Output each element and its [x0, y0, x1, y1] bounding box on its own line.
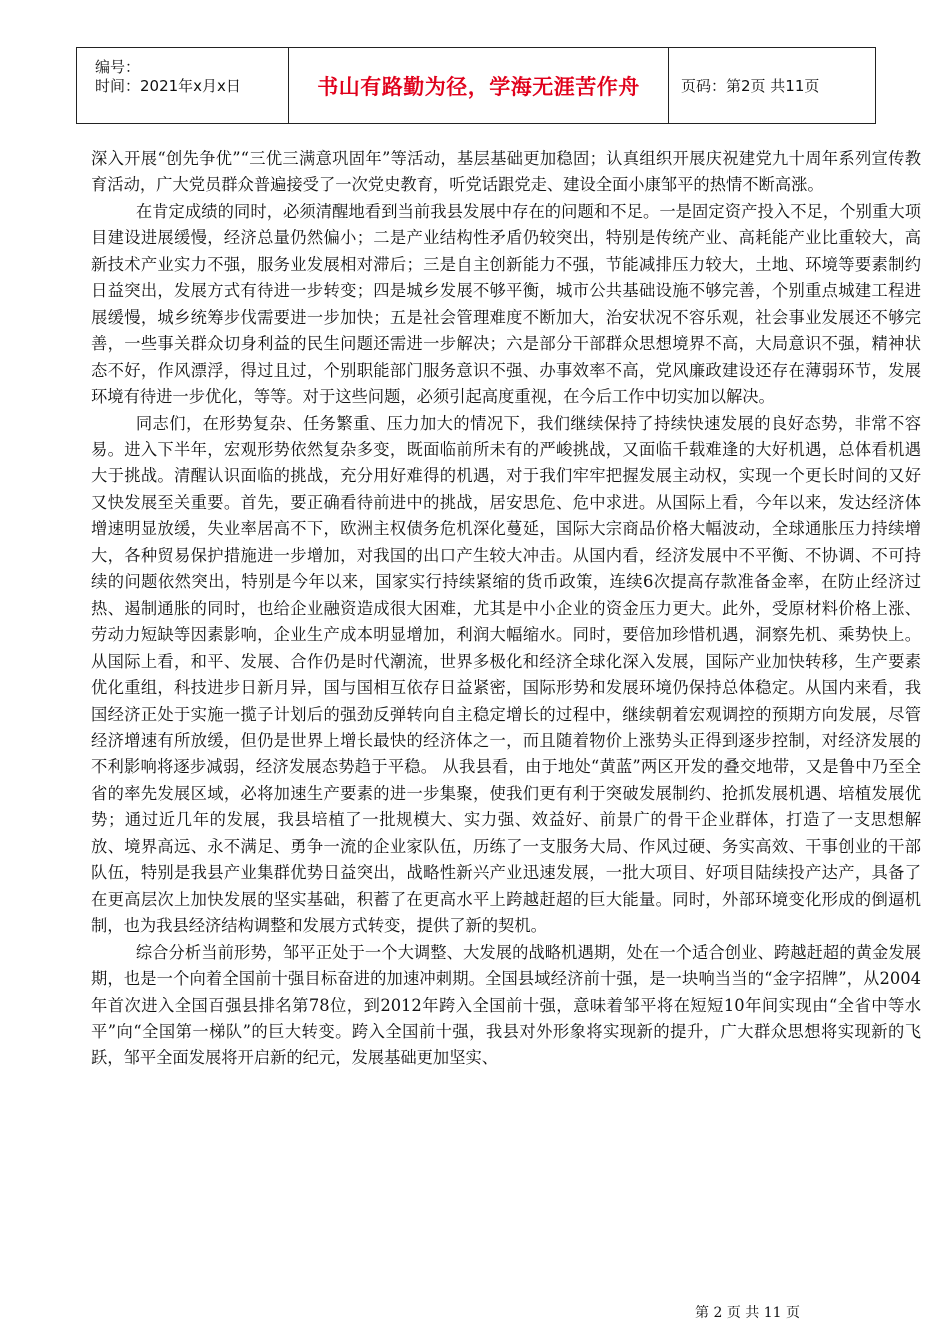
header-motto: 书山有路勤为径，学海无涯苦作舟	[289, 48, 669, 123]
document-number-label: 编号：	[95, 58, 141, 76]
paragraph-situation: 同志们，在形势复杂、任务繁重、压力加大的情况下，我们继续保持了持续快速发展的良好态势，非常不容易。进入下半年，宏观形势依然复杂多变，既面临前所未有的严峻挑战，又面临千载难逢的大好机遇，总体看机遇大于挑战。清醒认识面临的挑战，充分用好难得的机遇，对于我们牢牢把握发展主动权，实现一个更长时间的又好又快发展至关重要。首先，要正确看待前进中的挑战，居安思危、危中求进。从国际上看，今年以来，发达经济体增速明显放缓，失业率居高不下，欧洲主权债务危机深化蔓延，国际大宗商品价格大幅波动，全球通胀压力持续增大，各种贸易保护措施进一步增加，对我国的出口产生较大冲击。从国内看，经济发展中不平衡、不协调、不可持续的问题依然突出，特别是今年以来，国家实行持续紧缩的货币政策，连续6次提高存款准备金率，在防止经济过热、遏制通胀的同时，也给企业融资造成很大困难，尤其是中小企业的资金压力更大。此外，受原材料价格上涨、劳动力短缺等因素影响，企业生产成本明显增加，利润大幅缩水。同时，要倍加珍惜机遇，洞察先机、乘势快上。从国际上看，和平、发展、合作仍是时代潮流，世界多极化和经济全球化深入发展，国际产业加快转移，生产要素优化重组，科技进步日新月异，国与国相互依存日益紧密，国际形势和发展环境仍保持总体稳定。从国内来看，我国经济正处于实施一揽子计划后的强劲反弹转向自主稳定增长的过程中，继续朝着宏观调控的预期方向发展，尽管经济增速有所放缓，但仍是世界上增长最快的经济体之一，而且随着物价上涨势头正得到逐步控制，对经济发展的不利影响将逐步减弱，经济发展态势趋于平稳。 从我县看，由于地处“黄蓝”两区开发的叠交地带，又是鲁中乃至全省的率先发展区域，必将加速生产要素的进一步集聚，使我们更有利于突破发展制约、抢抓发展机遇、培植发展优势；通过近几年的发展，我县培植了一批规模大、实力强、效益好、前景广的骨干企业群体，打造了一支思想解放、境界高远、永不满足、勇争一流的企业家队伍，历练了一支服务大局、作风过硬、务实高效、干事创业的干部队伍，特别是我县产业集群优势日益突出，战略性新兴产业迅速发展，一批大项目、好项目陆续投产达产，具备了在更高层次上加快发展的坚实基础，积蓄了在更高水平上跨越赶超的巨大能量。同时，外部环境变化形成的倒逼机制，也为我县经济结构调整和发展方式转变，提供了新的契机。	[91, 413, 921, 936]
paragraph-problems: 在肯定成绩的同时，必须清醒地看到当前我县发展中存在的问题和不足。一是固定资产投入不足，个别重大项目建设进展缓慢，经济总量仍然偏小；二是产业结构性矛盾仍较突出，特别是传统产业、高耗能产业比重较大，高新技术产业实力不强，服务业发展相对滞后；三是自主创新能力不强，节能减排压力较大，土地、环境等要素制约日益突出，发展方式有待进一步转变；四是城乡发展不够平衡，城市公共基础设施不够完善，个别重点城建工程进展缓慢，城乡统筹步伐需要进一步加快；五是社会管理难度不断加大，治安状况不容乐观，社会事业发展还不够完善，一些事关群众切身利益的民生问题还需进一步解决；六是部分干部群众思想境界不高，大局意识不强，精神状态不好，作风漂浮，得过且过，个别职能部门服务意识不强、办事效率不高，党风廉政建设还存在薄弱环节，发展环境有待进一步优化，等等。对于这些问题，必须引起高度重视，在今后工作中切实加以解决。	[91, 201, 921, 407]
document-date-label: 时间：2021年x月x日	[95, 77, 241, 95]
paragraph-continued: 深入开展“创先争优”“三优三满意巩固年”等活动，基层基础更加稳固；认真组织开展庆祝建党九十周年系列宣传教育活动，广大党员群众普遍接受了一次党史教育，听党话跟党走、建设全面小康邹平的热情不断高涨。	[91, 149, 921, 195]
header-meta-cell	[77, 48, 289, 123]
header-table	[76, 47, 876, 124]
paragraph-analysis: 综合分析当前形势，邹平正处于一个大调整、大发展的战略机遇期，处在一个适合创业、跨越赶超的黄金发展期，也是一个向着全国前十强目标奋进的加速冲刺期。全国县域经济前十强，是一块响当当的“金字招牌”，从2004年首次进入全国百强县排名第78位，到2012年跨入全国前十强，意味着邹平将在短短10年间实现由“全省中等水平”向“全国第一梯队”的巨大转变。跨入全国前十强，我县对外形象将实现新的提升，广大群众思想将实现新的飞跃，邹平全面发展将开启新的纪元，发展基础更加坚实、	[91, 942, 921, 1068]
document-body	[91, 146, 921, 1072]
header-page-number: 页码：第2页 共11页	[681, 77, 820, 95]
footer-page-number: 第 2 页 共 11 页	[695, 1305, 800, 1321]
